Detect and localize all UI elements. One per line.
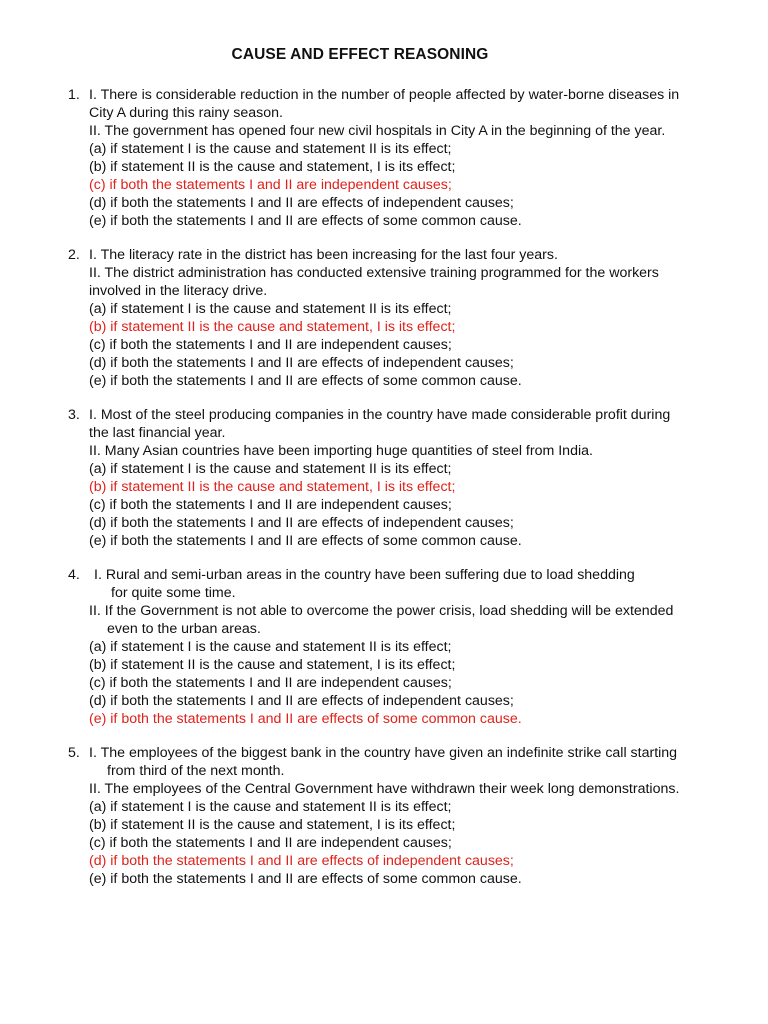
statement-1-text: I. The employees of the biggest bank in the country have given an indefinite strike call starting — [89, 745, 678, 761]
statement-1-text: I. Rural and semi-urban areas in the country have been suffering due to load shedding — [94, 567, 635, 583]
statement-2-text: II. The employees of the Central Government have withdrawn their week long demonstrations. — [89, 781, 680, 797]
option-b: (b) if statement II is the cause and statement, I is its effect; — [89, 817, 456, 833]
statement-1-continuation: City A during this rainy season. — [89, 105, 283, 121]
question-5 — [0, 744, 768, 888]
question-number: 3. — [68, 407, 80, 423]
option-d: (d) if both the statements I and II are effects of independent causes; — [89, 853, 514, 869]
question-number: 1. — [68, 87, 80, 103]
statement-2-continuation: involved in the literacy drive. — [89, 283, 268, 299]
statement-2-text: II. The district administration has conducted extensive training programmed for the workers — [89, 265, 659, 281]
question-4 — [0, 566, 768, 728]
question-line — [0, 762, 768, 780]
question-line — [0, 744, 768, 762]
option-d: (d) if both the statements I and II are effects of independent causes; — [89, 195, 514, 211]
question-line — [0, 780, 768, 798]
question-number: 4. — [68, 567, 80, 583]
option-d: (d) if both the statements I and II are effects of independent causes; — [89, 355, 514, 371]
option-e: (e) if both the statements I and II are effects of some common cause. — [89, 711, 522, 727]
statement-1-text: I. The literacy rate in the district has been increasing for the last four years. — [89, 247, 558, 263]
question-line — [0, 104, 768, 122]
statement-2-text: II. Many Asian countries have been importing huge quantities of steel from India. — [89, 443, 593, 459]
statement-1-continuation: the last financial year. — [89, 425, 226, 441]
option-d: (d) if both the statements I and II are effects of independent causes; — [89, 515, 514, 531]
option-a: (a) if statement I is the cause and statement II is its effect; — [89, 461, 452, 477]
question-line — [0, 246, 768, 264]
statement-1-continuation: for quite some time. — [111, 585, 236, 601]
question-number: 5. — [68, 745, 80, 761]
option-c: (c) if both the statements I and II are independent causes; — [89, 177, 452, 193]
option-e: (e) if both the statements I and II are effects of some common cause. — [89, 871, 522, 887]
question-line — [0, 602, 768, 620]
question-line — [0, 566, 768, 584]
statement-2-text: II. If the Government is not able to overcome the power crisis, load shedding will be extended — [89, 603, 674, 619]
option-b: (b) if statement II is the cause and statement, I is its effect; — [89, 319, 456, 335]
question-line — [0, 406, 768, 424]
statement-2-continuation: even to the urban areas. — [107, 621, 261, 637]
option-c: (c) if both the statements I and II are independent causes; — [89, 497, 452, 513]
question-number: 2. — [68, 247, 80, 263]
option-a: (a) if statement I is the cause and statement II is its effect; — [89, 141, 452, 157]
option-c: (c) if both the statements I and II are independent causes; — [89, 337, 452, 353]
option-e: (e) if both the statements I and II are effects of some common cause. — [89, 533, 522, 549]
question-line — [0, 584, 768, 602]
option-c: (c) if both the statements I and II are independent causes; — [89, 675, 452, 691]
question-line — [0, 442, 768, 460]
question-line — [0, 424, 768, 442]
option-b: (b) if statement II is the cause and statement, I is its effect; — [89, 657, 456, 673]
question-line — [0, 282, 768, 300]
statement-1-text: I. Most of the steel producing companies in the country have made considerable profit during — [89, 407, 671, 423]
document-title: CAUSE AND EFFECT REASONING — [231, 46, 489, 63]
option-b: (b) if statement II is the cause and statement, I is its effect; — [89, 479, 456, 495]
option-a: (a) if statement I is the cause and statement II is its effect; — [89, 301, 452, 317]
question-1 — [0, 86, 768, 230]
statement-1-text: I. There is considerable reduction in the number of people affected by water-borne diseases in — [89, 87, 680, 103]
question-line — [0, 122, 768, 140]
statement-2-text: II. The government has opened four new civil hospitals in City A in the beginning of the year. — [89, 123, 666, 139]
question-line — [0, 86, 768, 104]
question-2 — [0, 246, 768, 390]
question-3 — [0, 406, 768, 550]
statement-1-continuation: from third of the next month. — [107, 763, 285, 779]
question-line — [0, 620, 768, 638]
question-line — [0, 264, 768, 282]
option-c: (c) if both the statements I and II are independent causes; — [89, 835, 452, 851]
option-a: (a) if statement I is the cause and statement II is its effect; — [89, 799, 452, 815]
option-e: (e) if both the statements I and II are effects of some common cause. — [89, 373, 522, 389]
option-a: (a) if statement I is the cause and statement II is its effect; — [89, 639, 452, 655]
option-e: (e) if both the statements I and II are effects of some common cause. — [89, 213, 522, 229]
option-d: (d) if both the statements I and II are effects of independent causes; — [89, 693, 514, 709]
option-b: (b) if statement II is the cause and statement, I is its effect; — [89, 159, 456, 175]
